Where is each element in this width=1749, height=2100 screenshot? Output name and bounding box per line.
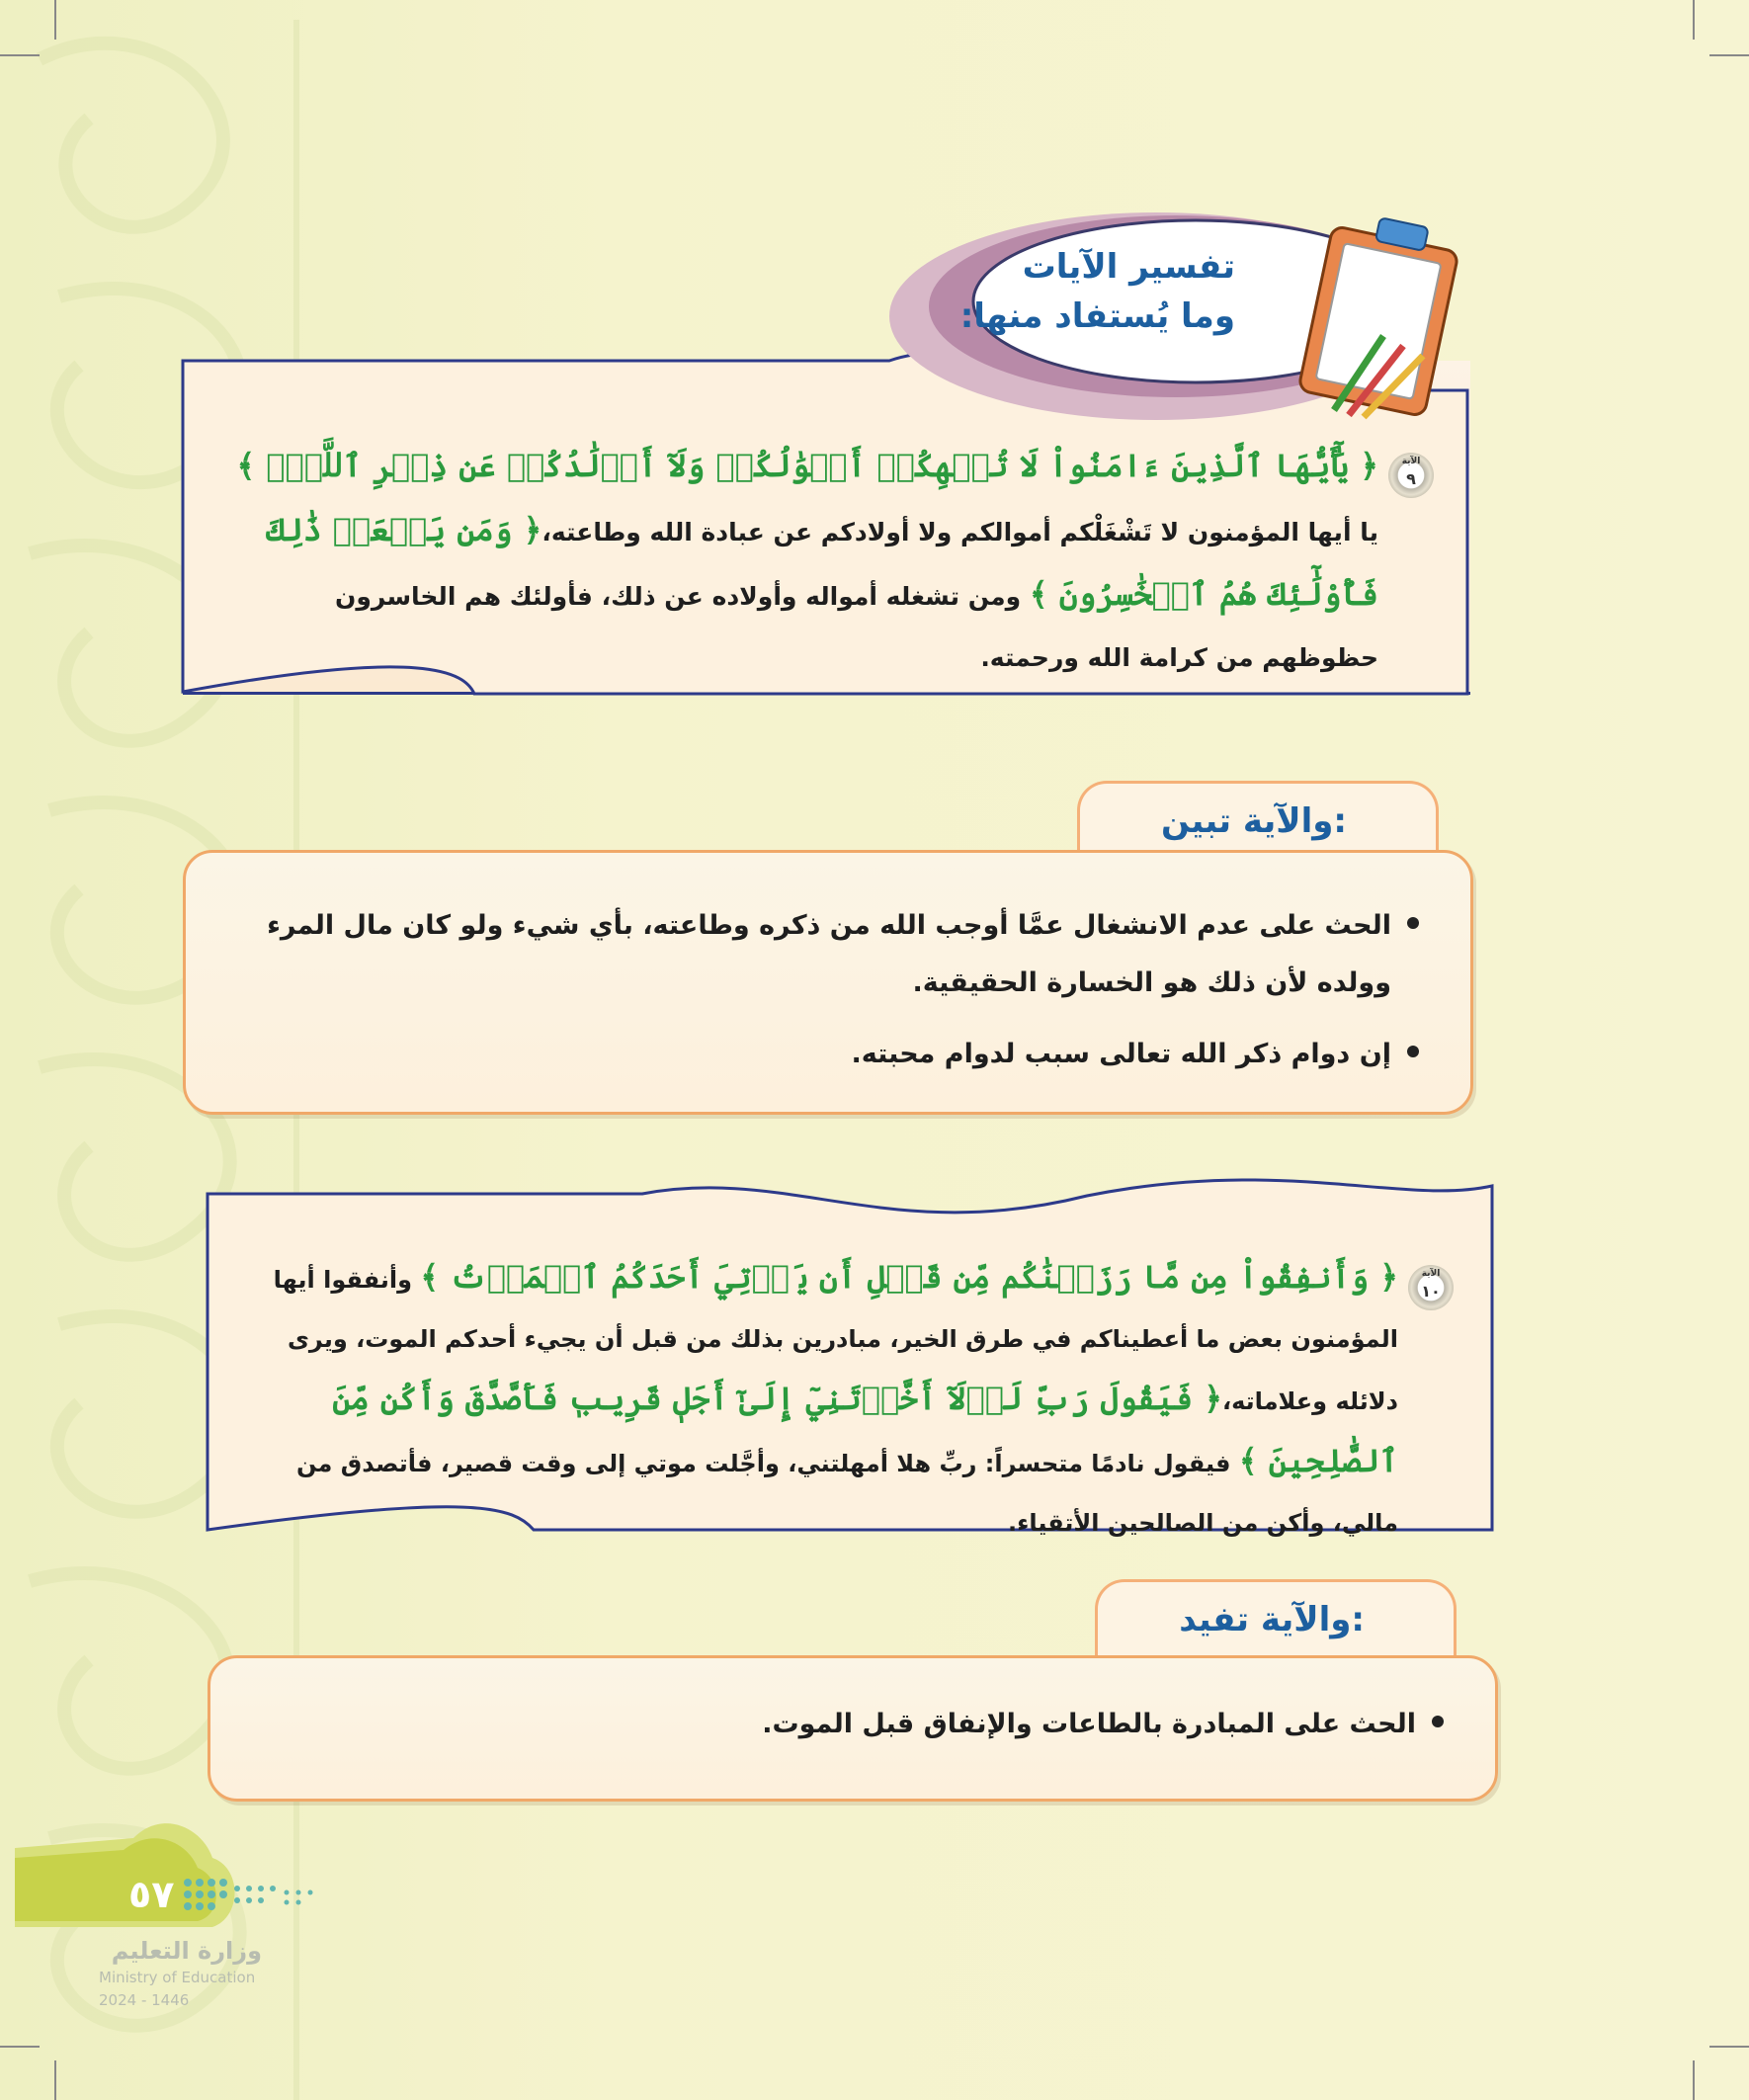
verse10-text1: وأنفقوا أيها المؤمنون بعض ما أعطيناكم في طرق الخير، مبادرين بذلك من قبل أن يجيء أحدكم الموت، ويرى دلائله وعلاماته،: [273, 1266, 1398, 1415]
ministry-logo-dots: [178, 1863, 356, 1932]
list-item: الحث على المبادرة بالطاعات والإنفاق قبل الموت.: [290, 1696, 1446, 1753]
verse10-quran1: ﴿ وَأَنفِقُواْ مِن مَّا رَزَقۡنَٰكُم مِّن قَبۡلِ أَن يَأۡتِيَ أَحَدَكُمُ ٱلۡمَوۡتُ ﴾: [420, 1258, 1398, 1296]
crop-mark: [1693, 2060, 1695, 2100]
list-item: الحث على عدم الانشغال عمَّا أوجب الله من ذكره وطاعته، بأي شيء ولو كان مال المرء وولده لأن ذلك هو الخسارة الحقيقية.: [265, 897, 1421, 1012]
list-item: إن دوام ذكر الله تعالى سبب لدوام محبته.: [265, 1026, 1421, 1083]
section1-box: [183, 850, 1473, 1115]
verse10-paragraph: [247, 1247, 1398, 1553]
verse9-quran2: ﴿ وَمَن يَفۡعَلۡ ذَٰلِكَ فَأُوْلَٰٓئِكَ هُمُ ٱلۡخَٰسِرُونَ ﴾: [266, 511, 1378, 613]
page-number: ٥٧: [128, 1873, 175, 1916]
verse9-paragraph: [227, 435, 1378, 689]
verse10-badge: [1408, 1265, 1454, 1310]
crop-mark: [1709, 2046, 1749, 2048]
verse9-badge: [1388, 453, 1434, 498]
verse10-badge-number: ١٠: [1421, 1282, 1441, 1301]
crop-mark: [0, 2046, 40, 2048]
verse9-quran1: ﴿ يَٰٓأَيُّهَا ٱلَّذِينَ ءَامَنُواْ لَا تُلۡهِكُمۡ أَمۡوَٰلُكُمۡ وَلَآ أَوۡلَٰدُكُمۡ عَن ذِكۡرِ ٱللَّهِۚ ﴾: [236, 447, 1378, 484]
section2-tab: [1095, 1579, 1457, 1661]
ministry-year: 2024 - 1446: [99, 1991, 190, 2009]
section2-box: [208, 1655, 1498, 1802]
verse9-text1: يا أيها المؤمنون لا تَشْغَلْكم أموالكم ولا أولادكم عن عبادة الله وطاعته،: [541, 518, 1378, 546]
ministry-name-en: Ministry of Education: [99, 1969, 256, 1986]
verse10-badge-label: الآية: [1421, 1269, 1441, 1279]
verse10-quran2: ﴿ فَيَقُولَ رَبِّ لَوۡلَآ أَخَّرۡتَنِيٓ إِلَىٰٓ أَجَلٖ قَرِيبٖ فَأَصَّدَّقَ وَأَكُن مِّنَ ٱلصَّٰلِحِينَ ﴾: [332, 1380, 1398, 1479]
crop-mark: [54, 2060, 56, 2100]
section1-bullets: [265, 897, 1421, 1083]
clipboard-icon: [1275, 208, 1472, 425]
section2-tab-label: والآية تفيد:: [1179, 1600, 1365, 1639]
verse9-badge-number: ٩: [1406, 469, 1416, 488]
verse9-badge-label: الآية: [1401, 457, 1421, 466]
verse10-text2: فيقول نادمًا متحسراً: ربِّ هلا أمهلتني، وأجَّلت موتي إلى وقت قصير، فأتصدق من مالي، وأكن من الصالحين الأتقياء.: [295, 1450, 1398, 1537]
section1-tab-label: والآية تبين:: [1160, 801, 1347, 841]
verse9-text2: ومن تشغله أمواله وأولاده عن ذلك، فأولئك هم الخاسرون حظوظهم من كرامة الله ورحمته.: [335, 582, 1378, 672]
header-title-line2: وما يُستفاد منها:: [959, 296, 1235, 336]
section2-bullets: [290, 1696, 1446, 1753]
ministry-name-ar: وزارة التعليم: [111, 1937, 262, 1965]
header-title-line1: تفسير الآيات: [1022, 247, 1235, 287]
